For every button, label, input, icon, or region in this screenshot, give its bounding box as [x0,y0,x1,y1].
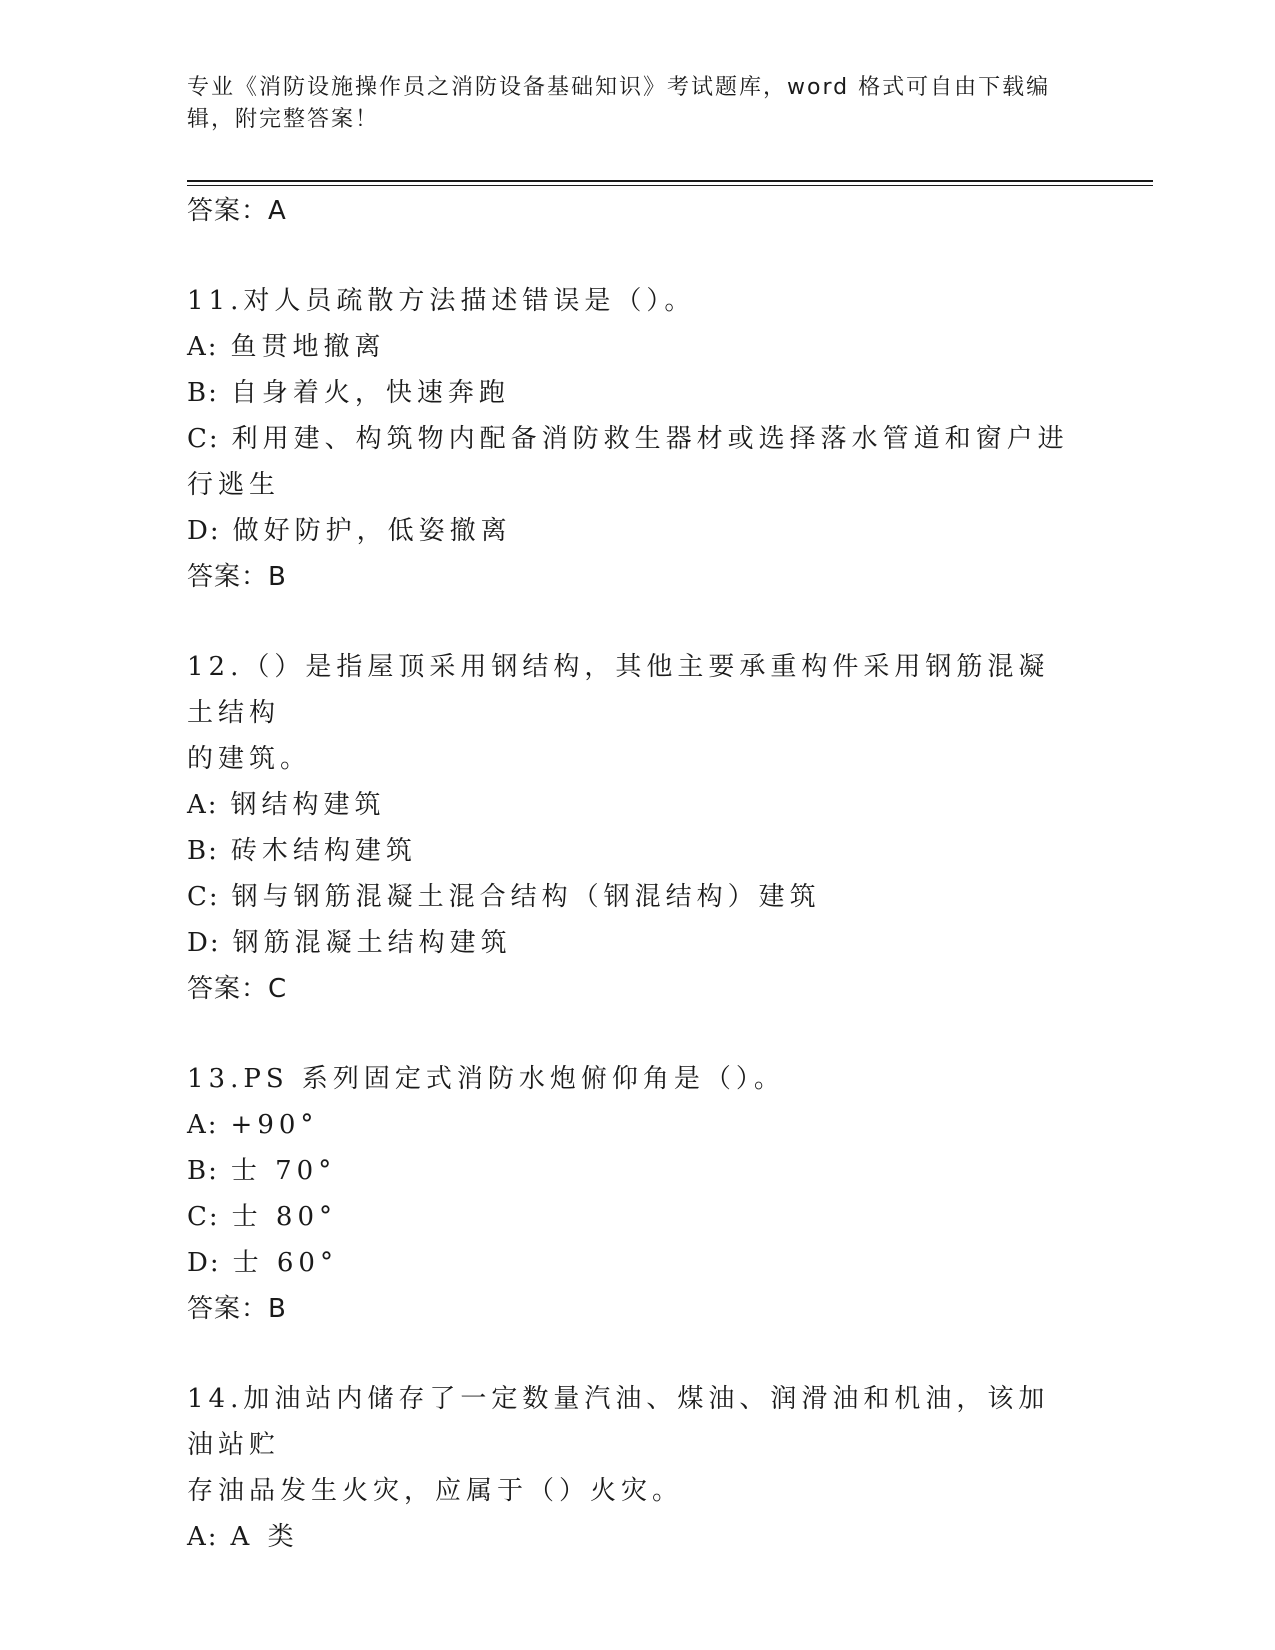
question-stem [187,278,1077,324]
question-stem-line-1: 12.（）是指屋顶采用钢结构，其他主要承重构件采用钢筋混凝土结构 [187,652,1050,728]
option-text: 士 80° [231,1202,338,1232]
option-key: D: [187,516,221,546]
option-d [187,920,1077,966]
option-text: 士 60° [232,1248,338,1278]
answer-line: 答案：B [187,1294,287,1324]
option-text: 做好防护，低姿撤离 [232,516,512,546]
question-stem-line-2: 的建筑。 [187,744,312,774]
header-rule-thin [187,185,1153,186]
question-12 [187,644,1087,1012]
question-13 [187,1056,1087,1332]
option-key: A: [187,1522,219,1552]
option-text: 利用建、构筑物内配备消防救生器材或选择落水管道和窗户进行逃生 [187,424,1069,500]
question-stem-line-1: 14.加油站内储存了一定数量汽油、煤油、润滑油和机油，该加油站贮 [187,1384,1050,1460]
option-key: A: [187,332,219,362]
option-c [187,1194,1077,1240]
option-text: 士 70° [230,1156,337,1186]
document-header [187,72,1067,136]
option-key: B: [187,836,219,866]
option-key: B: [187,1156,219,1186]
option-key: C: [187,424,220,454]
option-c [187,874,1077,920]
question-11 [187,278,1087,600]
question-stem [187,1376,1077,1514]
answer-line: 答案：B [187,562,287,592]
option-key: C: [187,882,220,912]
option-d [187,508,1077,554]
answer-line: 答案：C [187,974,288,1004]
question-14 [187,1376,1087,1560]
header-line-2: 辑，附完整答案！ [187,107,380,132]
option-a [187,1102,1077,1148]
option-key: A: [187,1110,219,1140]
header-line-1: 专业《消防设施操作员之消防设备基础知识》考试题库，word 格式可自由下载编 [187,75,1051,100]
question-stem [187,1056,1077,1102]
option-b [187,828,1077,874]
option-text: 钢筋混凝土结构建筑 [232,928,512,958]
option-text: A 类 [230,1522,299,1552]
option-text: 砖木结构建筑 [230,836,417,866]
header-rule-thick [187,180,1153,182]
option-text: 鱼贯地撤离 [230,332,386,362]
option-text: 自身着火，快速奔跑 [230,378,510,408]
option-key: A: [187,790,219,820]
option-text: +90° [230,1110,319,1140]
option-b [187,1148,1077,1194]
option-text: 钢与钢筋混凝土混合结构（钢混结构）建筑 [231,882,821,912]
option-a [187,782,1077,828]
option-key: B: [187,378,219,408]
option-key: C: [187,1202,220,1232]
question-list [187,188,1087,1560]
option-a [187,1514,1077,1560]
option-key: D: [187,1248,221,1278]
question-stem-line-2: 存油品发生火灾，应属于（）火灾。 [187,1476,684,1506]
option-d [187,1240,1077,1286]
question-stem [187,644,1077,782]
option-c [187,416,1077,508]
option-key: D: [187,928,221,958]
answer-line: 答案：A [187,196,287,226]
option-a [187,324,1077,370]
question-stem-text: 11.对人员疏散方法描述错误是（）。 [187,286,696,316]
option-b [187,370,1077,416]
option-text: 钢结构建筑 [230,790,386,820]
question-stem-text: 13.PS 系列固定式消防水炮俯仰角是（）。 [187,1064,785,1094]
